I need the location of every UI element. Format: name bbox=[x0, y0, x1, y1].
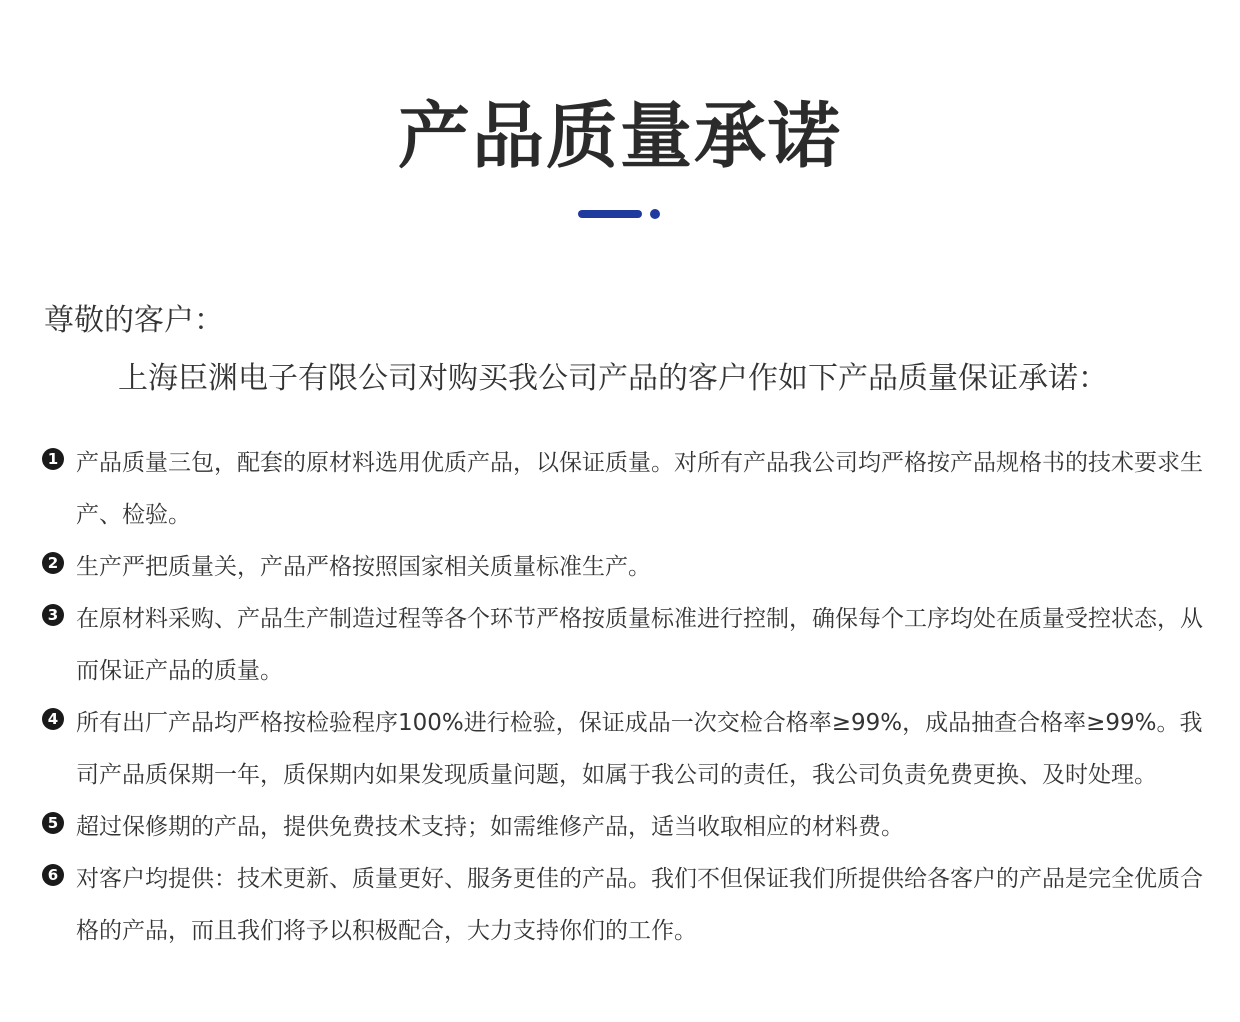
number-2-icon: 2 bbox=[42, 552, 64, 574]
number-3-icon: 3 bbox=[42, 604, 64, 626]
number-1-icon: 1 bbox=[42, 448, 64, 470]
promise-text-3: 在原材料采购、产品生产制造过程等各个环节严格按质量标准进行控制，确保每个工序均处在质量受控状态，从而保证产品的质量。 bbox=[76, 606, 1203, 684]
promise-text-4: 所有出厂产品均严格按检验程序100%进行检验，保证成品一次交检合格率≥99%，成品抽查合格率≥99%。我司产品质保期一年，质保期内如果发现质量问题，如属于我公司的责任，我公司负责免费更换、及时处理。 bbox=[76, 710, 1203, 788]
underline-bar bbox=[578, 210, 642, 218]
underline-dot bbox=[650, 209, 660, 219]
page-title: 产品质量承诺 bbox=[397, 94, 842, 178]
number-6-icon: 6 bbox=[42, 864, 64, 886]
greeting: 尊敬的客户： bbox=[44, 303, 224, 338]
title-underline bbox=[578, 208, 664, 222]
number-4-icon: 4 bbox=[42, 708, 64, 730]
intro-statement: 上海臣渊电子有限公司对购买我公司产品的客户作如下产品质量保证承诺： bbox=[118, 361, 1108, 396]
promise-text-6: 对客户均提供：技术更新、质量更好、服务更佳的产品。我们不但保证我们所提供给各客户的产品是完全优质合格的产品，而且我们将予以积极配合，大力支持你们的工作。 bbox=[76, 866, 1203, 944]
promise-text-2: 生产严把质量关，产品严格按照国家相关质量标准生产。 bbox=[76, 554, 651, 580]
promise-text-5: 超过保修期的产品，提供免费技术支持；如需维修产品，适当收取相应的材料费。 bbox=[76, 814, 904, 840]
number-5-icon: 5 bbox=[42, 812, 64, 834]
promise-text-1: 产品质量三包，配套的原材料选用优质产品，以保证质量。对所有产品我公司均严格按产品规格书的技术要求生 产、检验。 bbox=[76, 450, 1203, 528]
